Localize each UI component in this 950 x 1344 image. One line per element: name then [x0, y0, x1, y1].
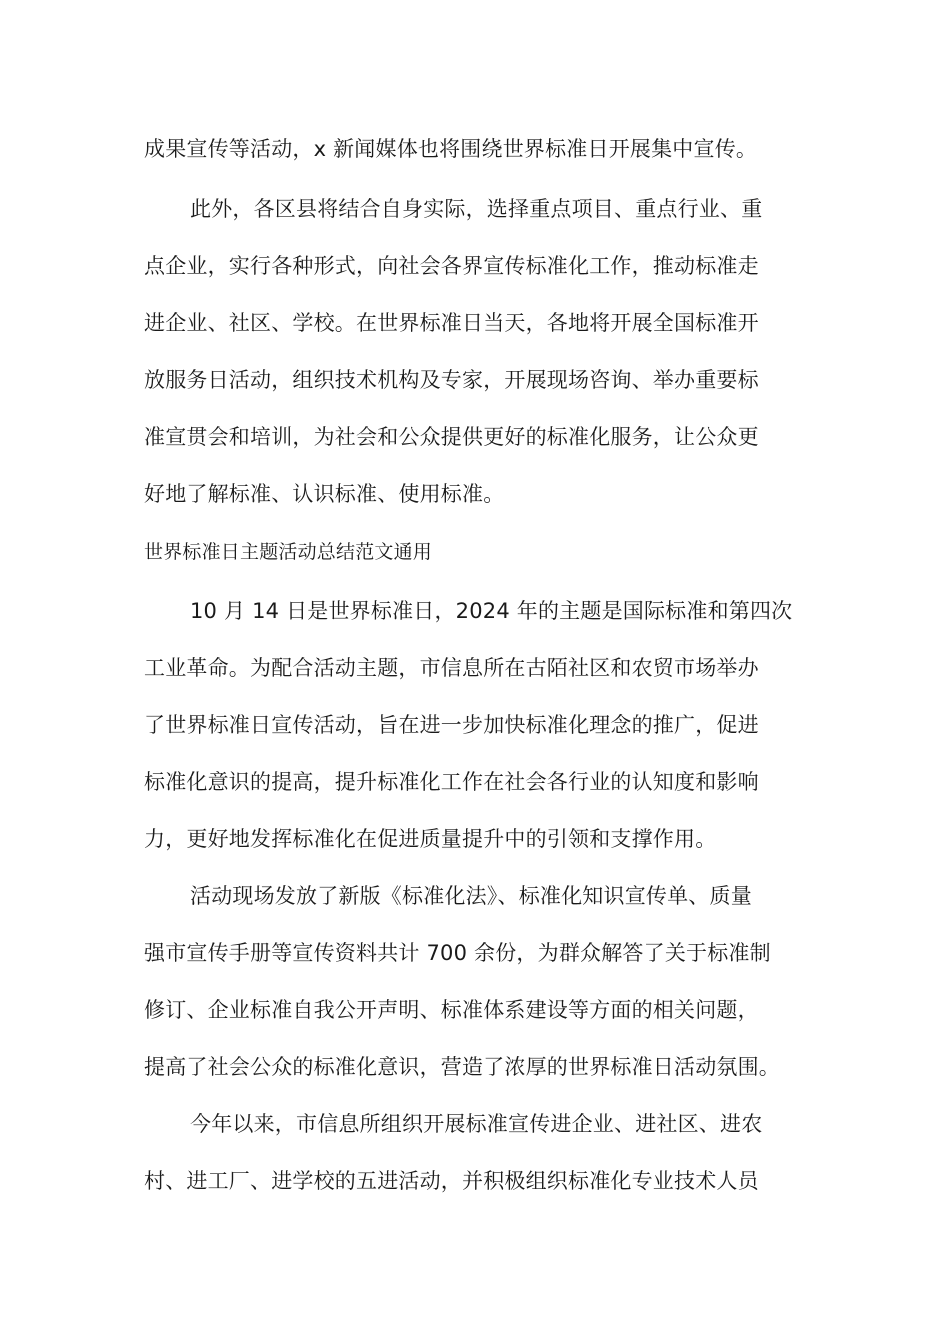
text-line: 进企业、社区、学校。在世界标准日当天，各地将开展全国标准开 [144, 311, 759, 335]
text-line: 了世界标准日宣传活动，旨在进一步加快标准化理念的推广，促进 [144, 713, 759, 737]
paragraph-start-line: 活动现场发放了新版《标准化法》、标准化知识宣传单、质量 [190, 884, 752, 908]
text-line: 提高了社会公众的标准化意识，营造了浓厚的世界标准日活动氛围。 [144, 1055, 780, 1079]
text-line: 放服务日活动，组织技术机构及专家，开展现场咨询、举办重要标 [144, 368, 759, 392]
text-line: 成果宣传等活动，x 新闻媒体也将围绕世界标准日开展集中宣传。 [144, 137, 758, 161]
text-line: 力，更好地发挥标准化在促进质量提升中的引领和支撑作用。 [144, 827, 717, 851]
text-line: 点企业，实行各种形式，向社会各界宣传标准化工作，推动标准走 [144, 254, 759, 278]
text-line: 工业革命。为配合活动主题，市信息所在古陌社区和农贸市场举办 [144, 656, 759, 680]
paragraph-start-line: 10 月 14 日是世界标准日，2024 年的主题是国际标准和第四次 [190, 599, 793, 623]
text-line: 标准化意识的提高，提升标准化工作在社会各行业的认知度和影响 [144, 770, 759, 794]
paragraph-start-line: 此外，各区县将结合自身实际，选择重点项目、重点行业、重 [190, 197, 763, 221]
text-line: 强市宣传手册等宣传资料共计 700 余份，为群众解答了关于标准制 [144, 941, 771, 965]
text-line: 修订、企业标准自我公开声明、标准体系建设等方面的相关问题， [144, 998, 759, 1022]
paragraph-start-line: 今年以来，市信息所组织开展标准宣传进企业、进社区、进农 [190, 1112, 763, 1136]
text-line: 村、进工厂、进学校的五进活动，并积极组织标准化专业技术人员 [144, 1169, 759, 1193]
text-line: 好地了解标准、认识标准、使用标准。 [144, 482, 505, 506]
text-line: 准宣贯会和培训，为社会和公众提供更好的标准化服务，让公众更 [144, 425, 759, 449]
section-heading: 世界标准日主题活动总结范文通用 [144, 541, 433, 563]
